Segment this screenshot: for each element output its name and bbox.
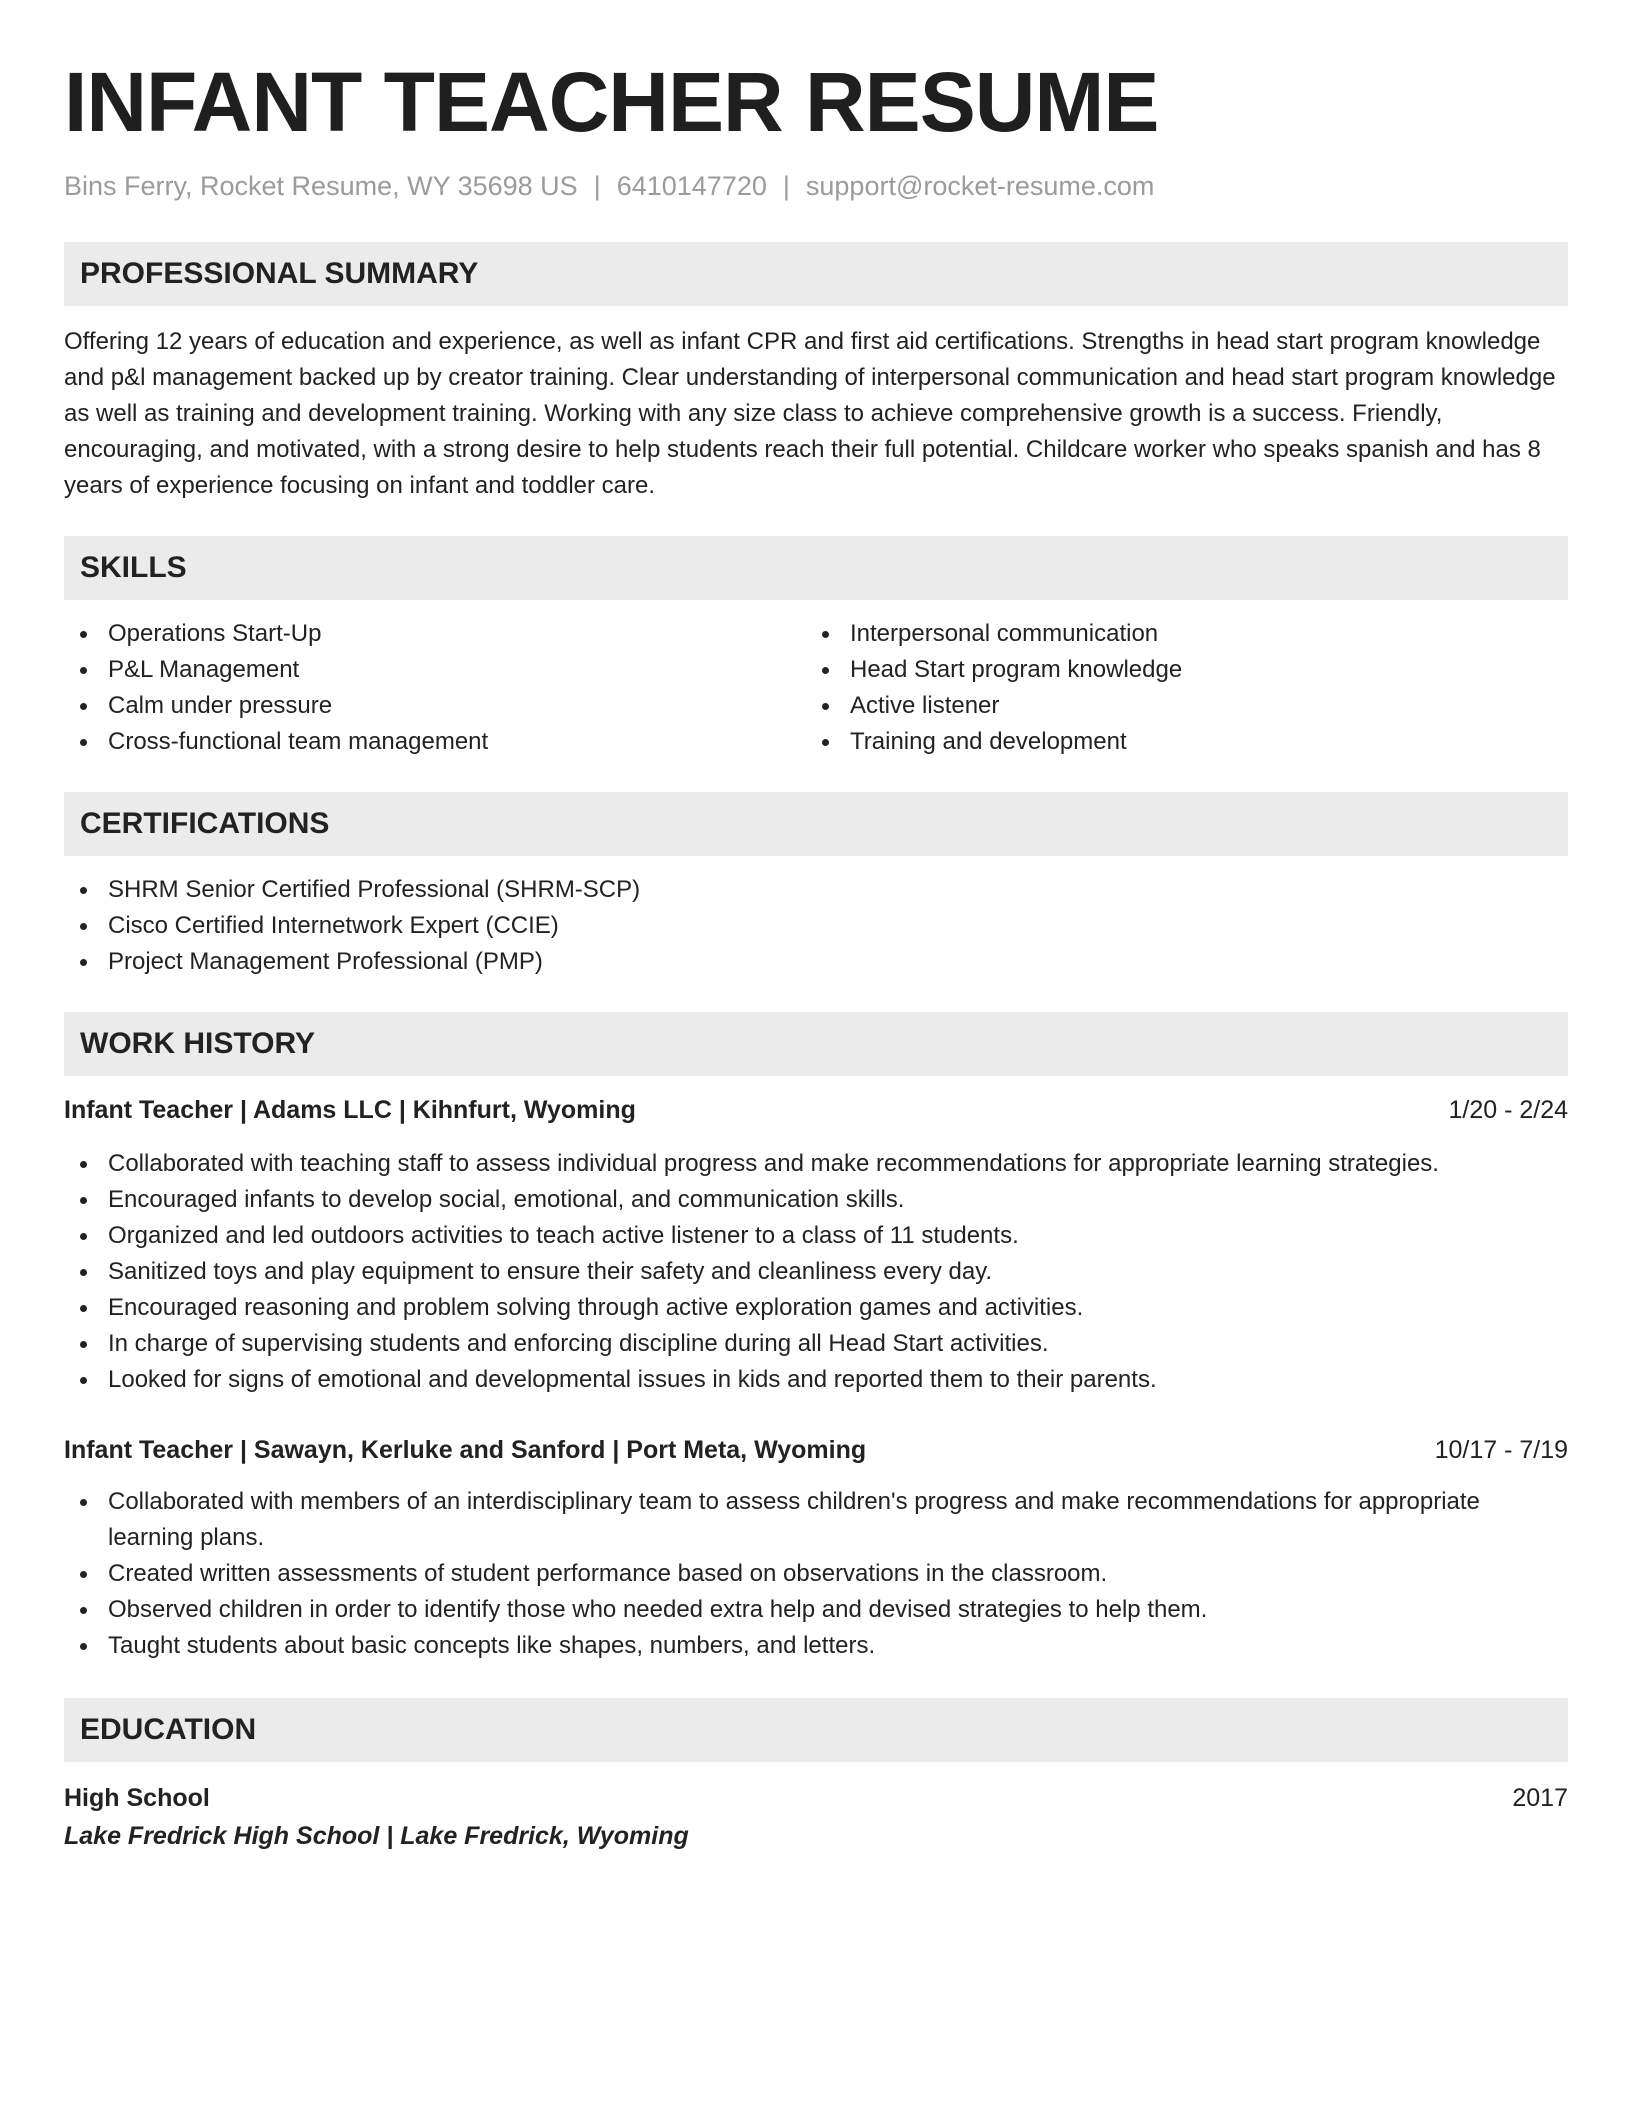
contact-email: support@rocket-resume.com — [805, 171, 1155, 201]
list-item: Observed children in order to identify those who needed extra help and devised strategies to help them. — [64, 1592, 1568, 1628]
resume-title: INFANT TEACHER RESUME — [64, 55, 1159, 149]
contact-separator: | — [782, 171, 790, 201]
list-item: In charge of supervising students and enforcing discipline during all Head Start activities. — [64, 1326, 1568, 1362]
list-item: Encouraged infants to develop social, emotional, and communication skills. — [64, 1182, 1568, 1218]
list-item: Active listener — [806, 688, 1548, 724]
list-item: Cross-functional team management — [64, 724, 806, 760]
job-header — [64, 1092, 1568, 1128]
list-item: Training and development — [806, 724, 1548, 760]
job-entry — [64, 1432, 1568, 1664]
work-heading: WORK HISTORY — [64, 1012, 1568, 1076]
list-item: P&L Management — [64, 652, 806, 688]
contact-address: Bins Ferry, Rocket Resume, WY 35698 US — [64, 171, 578, 201]
skills-left-list — [64, 616, 806, 760]
job-bullets — [64, 1146, 1568, 1398]
summary-text: Offering 12 years of education and experience, as well as infant CPR and first aid certifications. Strengths in head start program knowledge and p&l management backed up by creator training. Clear understanding of interpersonal communication and head start program knowledge as well as training and development training. Working with any size class to achieve comprehensive growth is a success. Friendly, encouraging, and motivated, with a strong desire to help students reach their full potential. Childcare worker who speaks spanish and has 8 years of experience focusing on infant and toddler care. — [64, 328, 1556, 499]
job-entry — [64, 1092, 1568, 1398]
list-item: Encouraged reasoning and problem solving through active exploration games and activities. — [64, 1290, 1568, 1326]
contact-separator: | — [593, 171, 601, 201]
list-item: Organized and led outdoors activities to teach active listener to a class of 11 students. — [64, 1218, 1568, 1254]
certifications-list — [64, 872, 1568, 980]
summary-section — [64, 242, 1568, 504]
job-dates: 10/17 - 7/19 — [1434, 1436, 1568, 1464]
certifications-section — [64, 792, 1568, 980]
skills-section — [64, 536, 1568, 760]
list-item: Looked for signs of emotional and developmental issues in kids and reported them to their parents. — [64, 1362, 1568, 1398]
job-title: Infant Teacher | Sawayn, Kerluke and Sanford | Port Meta, Wyoming — [64, 1436, 867, 1464]
list-item: Operations Start-Up — [64, 616, 806, 652]
certifications-heading: CERTIFICATIONS — [64, 792, 1568, 856]
contact-line — [64, 168, 1568, 204]
education-year: 2017 — [1512, 1784, 1568, 1812]
list-item: Project Management Professional (PMP) — [64, 944, 1568, 980]
job-header — [64, 1432, 1568, 1468]
job-bullets — [64, 1484, 1568, 1664]
work-section — [64, 1012, 1568, 1664]
list-item: Taught students about basic concepts like shapes, numbers, and letters. — [64, 1628, 1568, 1664]
skills-right-list — [806, 616, 1548, 760]
job-dates: 1/20 - 2/24 — [1448, 1096, 1568, 1124]
list-item: Cisco Certified Internetwork Expert (CCIE) — [64, 908, 1568, 944]
contact-phone: 6410147720 — [616, 171, 767, 201]
summary-heading: PROFESSIONAL SUMMARY — [64, 242, 1568, 306]
education-section — [64, 1698, 1568, 1854]
education-heading: EDUCATION — [64, 1698, 1568, 1762]
job-title: Infant Teacher | Adams LLC | Kihnfurt, Wyoming — [64, 1096, 636, 1124]
list-item: Collaborated with members of an interdisciplinary team to assess children's progress and make recommendations for appropriate learning plans. — [64, 1484, 1568, 1556]
list-item: Created written assessments of student performance based on observations in the classroom. — [64, 1556, 1568, 1592]
list-item: Head Start program knowledge — [806, 652, 1548, 688]
education-header — [64, 1780, 1568, 1816]
education-school: Lake Fredrick High School | Lake Fredrick, Wyoming — [64, 1822, 689, 1850]
list-item: Collaborated with teaching staff to assess individual progress and make recommendations for appropriate learning strategies. — [64, 1146, 1568, 1182]
list-item: Interpersonal communication — [806, 616, 1548, 652]
education-degree: High School — [64, 1784, 210, 1812]
list-item: SHRM Senior Certified Professional (SHRM-SCP) — [64, 872, 1568, 908]
skills-grid — [64, 616, 1568, 760]
list-item: Calm under pressure — [64, 688, 806, 724]
list-item: Sanitized toys and play equipment to ensure their safety and cleanliness every day. — [64, 1254, 1568, 1290]
skills-heading: SKILLS — [64, 536, 1568, 600]
